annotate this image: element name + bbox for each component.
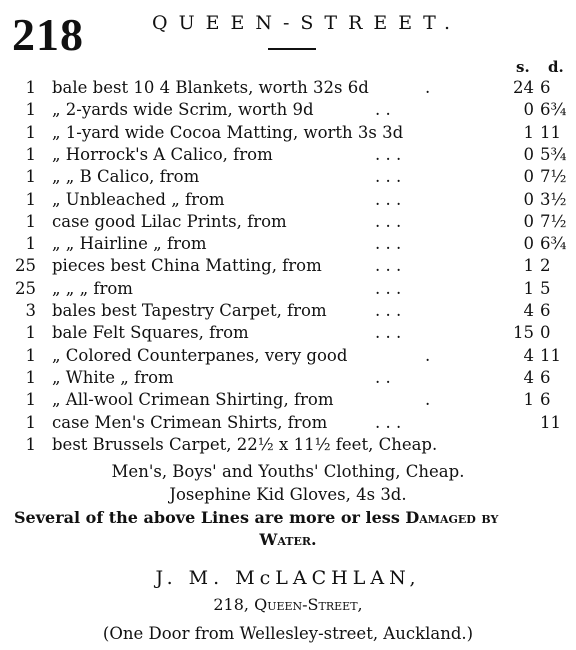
price-row [0,413,576,435]
leader-dots: . [425,390,431,410]
item-price-pence: 3½ [540,189,567,209]
item-description: „ White „ from [52,367,174,387]
shillings-column-header: s. [516,58,530,76]
leader-dots: . . [375,367,391,387]
item-quantity: 1 [25,345,36,365]
item-description: best Brussels Carpet, 22½ x 11½ feet, Cheap. [52,434,438,454]
item-description: „ Horrock's A Calico, from [52,144,273,164]
item-price-shillings: 0 [523,100,534,120]
price-row [0,123,576,145]
item-quantity: 1 [25,234,36,254]
item-quantity: 1 [25,434,36,454]
item-description: „ 2-yards wide Scrim, worth 9d [52,100,314,120]
street-name: QUEEN-STREET. [152,12,462,34]
item-price-shillings: 24 [513,78,534,97]
item-price-shillings: 0 [523,167,534,187]
item-quantity: 1 [25,390,36,410]
item-quantity: 25 [15,278,36,298]
item-price-shillings: 0 [523,211,534,231]
title-rule [268,48,316,50]
item-quantity: 1 [25,189,36,209]
price-row [0,100,576,122]
leader-dots: . . . [375,256,402,276]
item-quantity: 3 [25,301,36,320]
item-price-shillings: 1 [523,390,534,410]
item-price-pence: 7½ [540,167,567,187]
item-price-pence: 6¾ [540,100,567,120]
leader-dots: . . . [375,144,402,164]
item-price-pence: 5¾ [540,144,567,164]
item-description: „ „ B Calico, from [52,167,200,187]
leader-dots: . . . [375,234,402,254]
item-description: bales best Tapestry Carpet, from [52,301,327,320]
item-price-pence: 5 [540,278,551,298]
price-row [0,368,576,390]
price-row [0,323,576,345]
price-row [0,212,576,234]
leader-dots: . . . [375,189,402,209]
item-price-shillings: 0 [523,144,534,164]
price-row [0,256,576,278]
item-quantity: 1 [25,367,36,387]
price-row [0,346,576,368]
clothing-note: Men's, Boys' and Youths' Clothing, Cheap. [111,462,465,481]
pence-column-header: d. [548,58,564,76]
item-description: case Men's Crimean Shirts, from [52,412,328,432]
damaged-note-line-2: Water. [259,530,317,549]
item-price-shillings: 15 [513,323,534,343]
price-row [0,301,576,323]
leader-dots: . . . [375,278,402,298]
item-quantity: 25 [15,256,36,276]
price-row [0,234,576,256]
price-row [0,390,576,412]
leader-dots: . [425,345,431,365]
item-description: pieces best China Matting, from [52,256,322,276]
item-price-shillings: 0 [523,189,534,209]
item-description: „ „ Hairline „ from [52,234,207,254]
item-price-pence: 11 [540,122,561,142]
item-description: „ Colored Counterpanes, very good [52,345,348,365]
item-price-pence: 6 [540,301,551,320]
item-price-pence: 11 [540,412,561,432]
item-quantity: 1 [25,323,36,343]
leader-dots: . . . [375,301,402,320]
item-price-pence: 6 [540,390,551,410]
item-quantity: 1 [25,100,36,120]
item-price-pence: 6¾ [540,234,567,254]
item-price-pence: 7½ [540,211,567,231]
item-price-shillings: 1 [523,278,534,298]
item-price-shillings: 1 [523,122,534,142]
damaged-note-line-1 [14,508,498,527]
merchant-name: J. M. McLACHLAN, [155,567,421,589]
damaged-note-text: Several of the above Lines are more or less [14,508,406,527]
item-price-shillings: 1 [523,256,534,276]
price-row [0,190,576,212]
merchant-address: 218, Queen-Street, [213,595,363,614]
damaged-note-caps: Damaged by [405,508,499,527]
leader-dots: . . [375,100,391,120]
item-price-shillings: 4 [523,301,534,320]
item-quantity: 1 [25,412,36,432]
street-number: 218 [12,9,84,60]
item-price-pence: 11 [540,345,561,365]
item-price-shillings: 0 [523,234,534,254]
item-price-shillings: 4 [523,345,534,365]
item-quantity: 1 [25,167,36,187]
item-description: „ 1-yard wide Cocoa Matting, worth 3s 3d [52,122,404,142]
gloves-note: Josephine Kid Gloves, 4s 3d. [169,485,407,504]
leader-dots: . . . [375,323,402,343]
item-description: bale best 10 4 Blankets, worth 32s 6d [52,78,369,97]
item-quantity: 1 [25,211,36,231]
price-row [0,145,576,167]
item-quantity: 1 [25,144,36,164]
item-description: „ „ „ from [52,278,133,298]
item-quantity: 1 [25,78,36,97]
item-description: „ All-wool Crimean Shirting, from [52,390,334,410]
item-price-pence: 6 [540,367,551,387]
leader-dots: . . . [375,412,402,432]
item-quantity: 1 [25,122,36,142]
item-description: „ Unbleached „ from [52,189,225,209]
item-description: bale Felt Squares, from [52,323,249,343]
price-row [0,78,576,100]
leader-dots: . [425,78,431,97]
item-price-shillings: 4 [523,367,534,387]
price-row [0,279,576,301]
price-row [0,167,576,189]
item-price-pence: 0 [540,323,551,343]
item-price-pence: 6 [540,78,551,97]
price-row [0,435,576,457]
merchant-direction: (One Door from Wellesley-street, Auckland.) [102,624,474,643]
item-description: case good Lilac Prints, from [52,211,287,231]
leader-dots: . . . [375,167,402,187]
leader-dots: . . . [375,211,402,231]
item-price-pence: 2 [540,256,551,276]
